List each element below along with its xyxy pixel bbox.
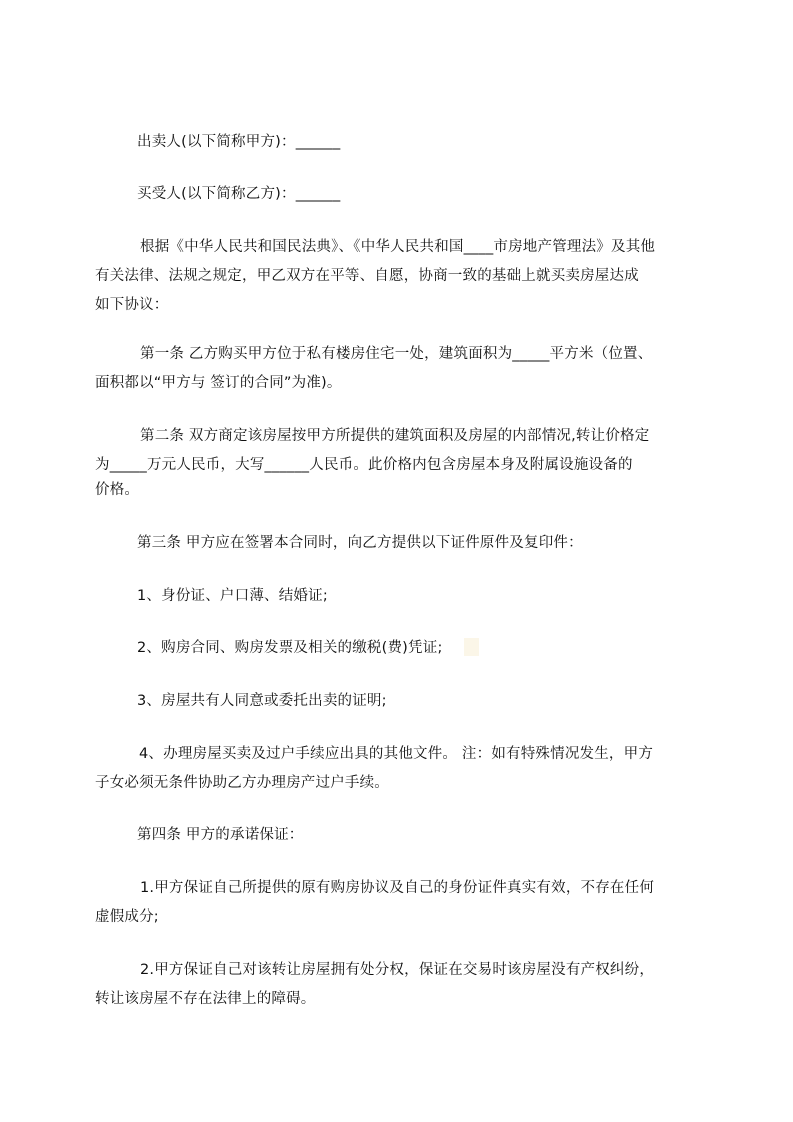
article-line: 虚假成分; (95, 909, 159, 925)
article-3-item: 1、身份证、户口薄、结婚证; (137, 588, 328, 604)
article-line: 面积都以“甲方与 签订的合同”为准)。 (95, 375, 342, 391)
preamble-line: 根据《中华人民共和国民法典》、《中华人民共和国____市房地产管理法》及其他 (140, 239, 656, 255)
article-line: 转让该房屋不存在法律上的障碍。 (95, 991, 316, 1007)
article-3-item: 2、购房合同、购房发票及相关的缴税(费)凭证; (137, 640, 443, 656)
article-3-heading: 第三条 甲方应在签署本合同时，向乙方提供以下证件原件及复印件： (137, 535, 583, 551)
article-line: 为_____万元人民币，大写______人民币。此价格内包含房屋本身及附属设施设备的 (95, 457, 633, 473)
article-line: 4、办理房屋买卖及过户手续应出具的其他文件。 注：如有特殊情况发生，甲方 (139, 746, 654, 762)
preamble-line: 如下协议： (95, 297, 169, 313)
buyer-line: 买受人(以下简称乙方)：______ (137, 186, 341, 202)
article-line: 第二条 双方商定该房屋按甲方所提供的建筑面积及房屋的内部情况,转让价格定 (140, 428, 650, 444)
article-line: 子女必须无条件协助乙方办理房产过户手续。 (95, 775, 389, 791)
article-4-heading: 第四条 甲方的承诺保证： (137, 827, 304, 843)
article-line: 第一条 乙方购买甲方位于私有楼房住宅一处，建筑面积为_____平方米（位置、 (140, 346, 653, 362)
text-highlight-mark (464, 638, 479, 656)
article-3-item: 3、房屋共有人同意或委托出卖的证明; (137, 693, 387, 709)
article-line: 2.甲方保证自己对该转让房屋拥有处分权，保证在交易时该房屋没有产权纠纷， (140, 962, 655, 978)
seller-line: 出卖人(以下简称甲方)：______ (137, 134, 341, 150)
article-line: 1.甲方保证自己所提供的原有购房协议及自己的身份证件真实有效，不存在任何 (140, 880, 655, 896)
article-line: 价格。 (95, 482, 140, 498)
preamble-line: 有关法律、法规之规定，甲乙双方在平等、自愿，协商一致的基础上就买卖房屋达成 (95, 268, 639, 284)
